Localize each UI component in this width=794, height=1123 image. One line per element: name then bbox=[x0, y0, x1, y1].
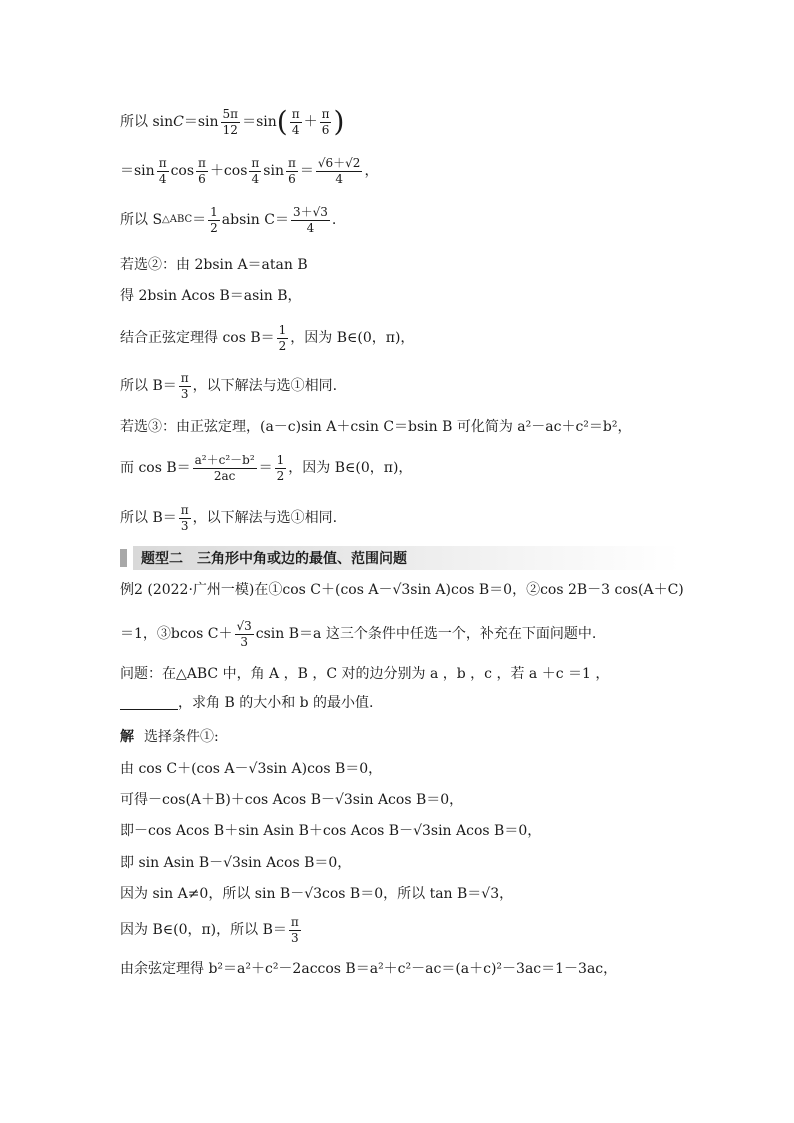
fraction-pi-3: $\frac{\pi}{3}$ bbox=[290, 915, 299, 945]
solution-step-1: 由 cos C＋(cos A－√3sin A)cos B＝0， bbox=[120, 761, 383, 777]
solution-step-2: 可得－cos(A＋B)＋cos Acos B－√3sin Acos B＝0， bbox=[120, 792, 464, 808]
solution-step-5: 因为 sin A≠0，所以 sin B－√3cos B＝0，所以 tan B＝√3， bbox=[120, 886, 514, 902]
example-line-4: ，求角 B 的大小和 b 的最小值. bbox=[120, 696, 374, 710]
example-line-3: 问题：在△ABC 中，角 A ，B ，C 对的边分别为 a ，b ，c ，若 a ＋c ＝1 ， bbox=[120, 666, 610, 682]
text-option3: 若选③：由正弦定理，(a－c)sin A＋csin C＝bsin B 可化简为 a²－ac＋c²＝b²， bbox=[120, 419, 632, 435]
equation-cosB-formula: 而 cos B＝ $\frac{\text{a²＋c²－b²}}{2ac}$ ＝ $\frac{1}{2}$ ，因为 B∈(0，π)， bbox=[120, 453, 413, 483]
fraction-cosine-law: $\frac{\text{a²＋c²－b²}}{2ac}$ bbox=[194, 453, 255, 483]
text-option2-result: 得 2bsin Acos B＝asin B， bbox=[120, 288, 302, 304]
equation-area: 所以 S △ABC ＝ $\frac{1}{2}$ absin C＝ $\frac{3+√3}{4}$ . bbox=[120, 205, 337, 235]
solution-step-3: 即－cos Acos B＋sin Asin B＋cos Acos B－√3sin Acos B＝0， bbox=[120, 823, 542, 839]
fraction-half: $\frac{1}{2}$ bbox=[278, 323, 287, 353]
fraction: $\frac{\pi}{6}$ bbox=[198, 156, 206, 186]
example-line-1: 例2 (2022·广州一模)在①cos C＋(cos A－√3sin A)cos B＝0，②cos 2B－3 cos(A＋C) bbox=[120, 582, 684, 598]
solution-head: 解 选择条件①: bbox=[120, 729, 219, 745]
fraction-half: $\frac{1}{2}$ bbox=[276, 453, 285, 483]
section-header bbox=[120, 548, 680, 568]
text-option2: 若选②：由 2bsin A＝atan B bbox=[120, 257, 308, 273]
fraction-half: $\frac{1}{2}$ bbox=[210, 205, 218, 235]
fraction-sqrt6-sqrt2: $\frac{√6+√2}{4}$ bbox=[317, 156, 361, 186]
fraction-pi-3: $\frac{\pi}{3}$ bbox=[180, 503, 189, 533]
fraction-sqrt3-3: $\frac{√3}{3}$ bbox=[236, 619, 252, 649]
equation-sinC: 所以 sin C ＝sin $\frac{5\pi}{12}$ ＝sin ( $\frac{\pi}{4}$ ＋ $\frac{\pi}{6}$ ) bbox=[120, 105, 345, 139]
section-marker bbox=[120, 549, 127, 567]
fraction-pi-4: $\frac{\pi}{4}$ bbox=[291, 107, 300, 137]
fraction: $\frac{\pi}{4}$ bbox=[158, 156, 167, 186]
equation-B-pi3-2: 所以 B＝ $\frac{\pi}{3}$ ，以下解法与选①相同. bbox=[120, 503, 338, 533]
fraction-3-sqrt3: $\frac{3+√3}{4}$ bbox=[292, 205, 328, 235]
fraction: $\frac{\pi}{4}$ bbox=[251, 156, 260, 186]
equation-cosB-half: 结合正弦定理得 cos B＝ $\frac{1}{2}$ ，因为 B∈(0，π)， bbox=[120, 323, 415, 353]
answer-blank bbox=[120, 697, 178, 710]
example-line-2: ＝1，③bcos C＋ $\frac{√3}{3}$ csin B＝a 这三个条件中任选一个，补充在下面问题中. bbox=[120, 619, 597, 649]
fraction-pi-6: $\frac{\pi}{6}$ bbox=[321, 107, 330, 137]
equation-expansion: ＝sin $\frac{\pi}{4}$ cos $\frac{\pi}{6}$ ＋cos $\frac{\pi}{4}$ sin $\frac{\pi}{6}$ ＝ $\frac{√6+√2}{4}$ ， bbox=[120, 156, 379, 186]
fraction-pi-3: $\frac{\pi}{3}$ bbox=[180, 371, 189, 401]
solution-step-7: 由余弦定理得 b²＝a²＋c²－2accos B＝a²＋c²－ac＝(a＋c)²－3ac＝1－3ac， bbox=[120, 961, 618, 977]
fraction: $\frac{\pi}{6}$ bbox=[287, 156, 296, 186]
solution-step-4: 即 sin Asin B－√3sin Acos B＝0， bbox=[120, 855, 352, 871]
section-title: 题型二 三角形中角或边的最值、范围问题 bbox=[133, 546, 680, 570]
solution-step-6: 因为 B∈(0，π)，所以 B＝ $\frac{\pi}{3}$ bbox=[120, 915, 299, 945]
equation-B-pi3: 所以 B＝ $\frac{\pi}{3}$ ，以下解法与选①相同. bbox=[120, 371, 338, 401]
fraction-5pi-12: $\frac{5\pi}{12}$ bbox=[222, 107, 239, 137]
